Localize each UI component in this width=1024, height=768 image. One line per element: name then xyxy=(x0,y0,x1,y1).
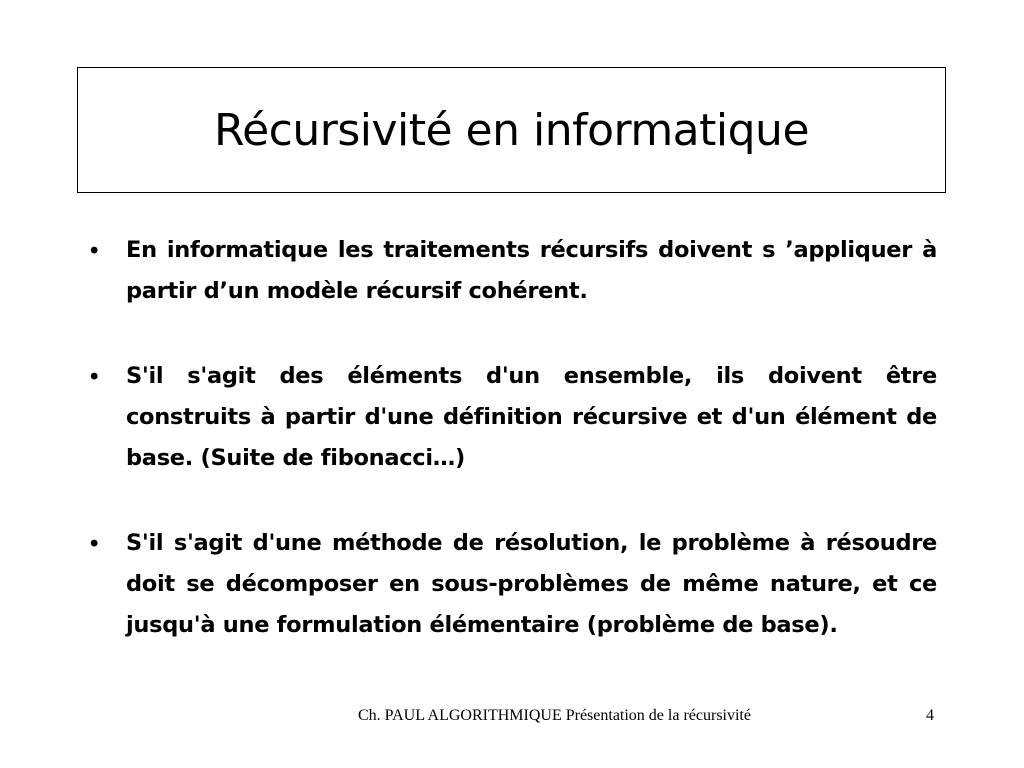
bullet-item xyxy=(88,230,937,312)
page-number: 4 xyxy=(926,707,934,724)
bullet-list xyxy=(88,230,937,690)
bullet-text: S'il s'agit d'une méthode de résolution, le problème à résoudre doit se décomposer en sous-problèmes de même nature, et ce jusqu'à une formulation élémentaire (problème de base). xyxy=(126,530,937,638)
bullet-icon: • xyxy=(90,363,99,390)
slide-title: Récursivité en informatique xyxy=(213,104,810,156)
title-box xyxy=(77,67,946,193)
bullet-icon: • xyxy=(90,237,99,264)
bullet-icon: • xyxy=(90,530,99,557)
bullet-item xyxy=(88,356,937,479)
bullet-text: En informatique les traitements récursifs doivent s ’appliquer à partir d’un modèle récursif cohérent. xyxy=(126,237,937,304)
bullet-text: S'il s'agit des éléments d'un ensemble, ils doivent être construits à partir d'une définition récursive et d'un élément de base. (Suite de fibonacci…) xyxy=(126,363,937,471)
bullet-item xyxy=(88,523,937,646)
footer-text: Ch. PAUL ALGORITHMIQUE Présentation de la récursivité xyxy=(358,707,751,724)
